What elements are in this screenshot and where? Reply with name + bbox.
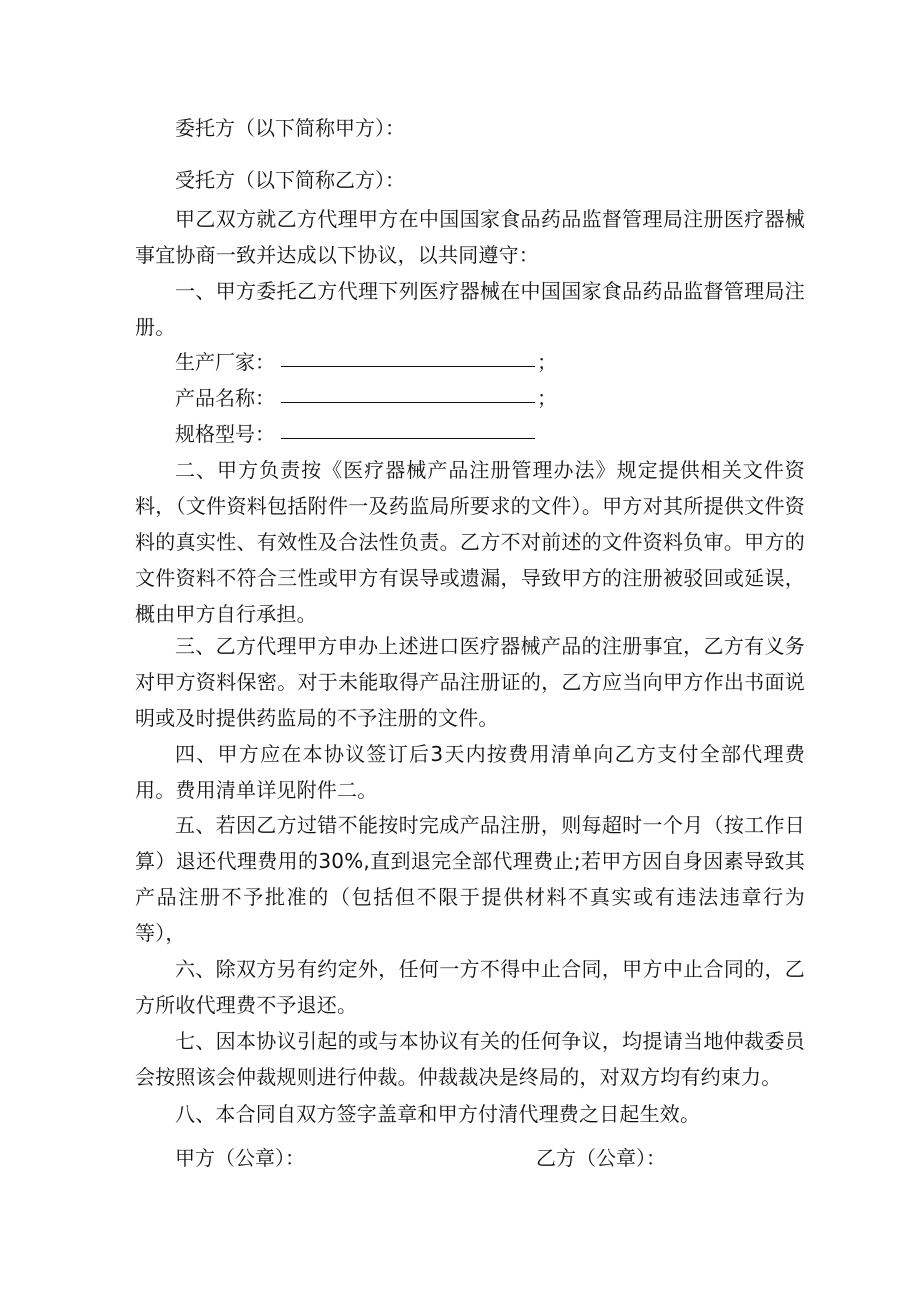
clause-3: 三、乙方代理甲方申办上述进口医疗器械产品的注册事宜，乙方有义务对甲方资料保密。对于未能取得产品注册证的，乙方应当向甲方作出书面说明或及时提供药监局的不予注册的文件。 [135,634,805,730]
field-model [175,416,537,452]
signature-party-b: 乙方（公章）： [536,1146,666,1170]
blank-line [281,416,535,439]
field-label: 规格型号： [175,422,275,446]
clause-1: 一、甲方委托乙方代理下列医疗器械在中国国家食品药品监督管理局注册。 [135,279,805,339]
field-product-name [175,380,557,416]
field-label: 生产厂家： [175,350,275,374]
field-end: ； [537,350,557,374]
signature-party-a: 甲方（公章）： [175,1146,305,1170]
blank-line [281,344,535,367]
intro-paragraph: 甲乙双方就乙方代理甲方在中国国家食品药品监督管理局注册医疗器械事宜协商一致并达成以下协议，以共同遵守： [135,207,805,267]
clause-7: 七、因本协议引起的或与本协议有关的任何争议，均提请当地仲裁委员会按照该会仲裁规则进行仲裁。仲裁裁决是终局的，对双方均有约束力。 [135,1029,805,1089]
clause-6: 六、除双方另有约定外，任何一方不得中止合同，甲方中止合同的，乙方所收代理费不予退还。 [135,957,805,1017]
principal-line: 委托方（以下简称甲方）： [175,116,405,140]
clause-4: 四、甲方应在本协议签订后3天内按费用清单向乙方支付全部代理费用。费用清单详见附件二。 [135,742,805,802]
clause-8: 八、本合同自双方签字盖章和甲方付清代理费之日起生效。 [175,1102,701,1126]
field-label: 产品名称： [175,386,275,410]
field-end: ； [537,386,557,410]
clause-5: 五、若因乙方过错不能按时完成产品注册，则每超时一个月（按工作日算）退还代理费用的30%,直到退完全部代理费止;若甲方因自身因素导致其产品注册不予批准的（包括但不限于提供材料不真实或有违法违章行为等）， [135,813,805,945]
field-manufacturer [175,344,557,380]
agent-line: 受托方（以下简称乙方）： [175,168,405,192]
blank-line [281,380,535,403]
clause-2: 二、甲方负责按《医疗器械产品注册管理办法》规定提供相关文件资料，（文件资料包括附件一及药监局所要求的文件）。甲方对其所提供文件资料的真实性、有效性及合法性负责。乙方不对前述的文件资料负审。甲方的文件资料不符合三性或甲方有误导或遗漏，导致甲方的注册被驳回或延误，概由甲方自行承担。 [135,458,805,626]
